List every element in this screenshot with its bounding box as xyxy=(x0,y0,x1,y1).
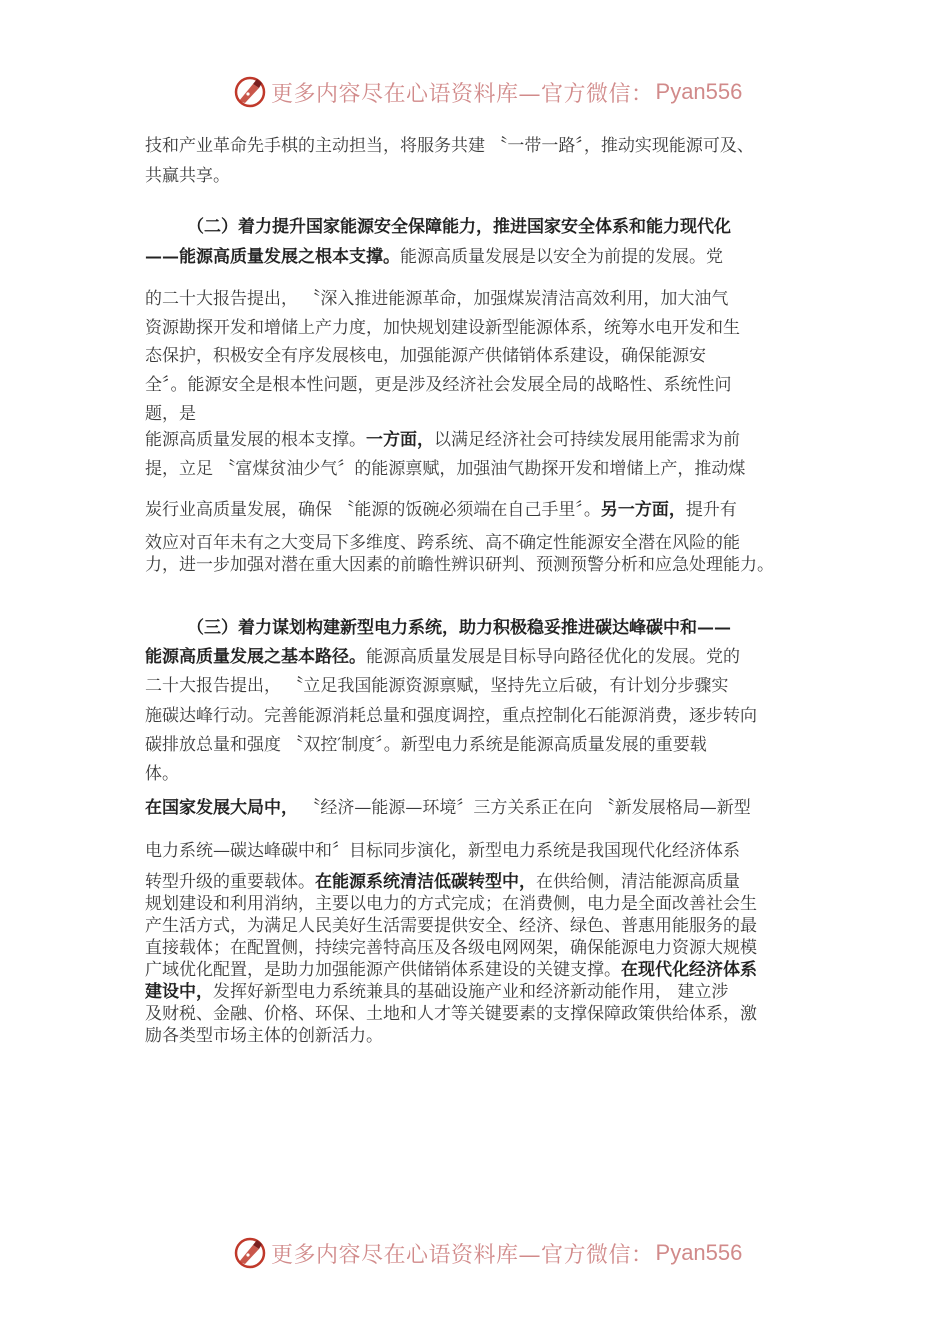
section-heading-2: （二）着力提升国家能源安全保障能力，推进国家安全体系和能力现代化 xyxy=(187,217,731,237)
footer-banner xyxy=(233,1235,742,1271)
header-banner xyxy=(233,74,742,110)
body-line: 广域优化配置，是助力加强能源产供储销体系建设的关键支撑。在现代化经济体系 xyxy=(145,960,757,980)
body-line: 全〞。能源安全是根本性问题，更是涉及经济社会发展全局的战略性、系统性问 xyxy=(145,375,732,395)
body-line: ——能源高质量发展之根本支撑。能源高质量发展是以安全为前提的发展。党 xyxy=(145,247,723,267)
body-line: 及财税、金融、价格、环保、土地和人才等关键要素的支撑保障政策供给体系，激 xyxy=(145,1004,757,1024)
footer-text: 更多内容尽在心语资料库—官方微信： xyxy=(271,1242,654,1268)
body-line: 炭行业高质量发展，确保 〝能源的饭碗必须端在自己手里〞。另一方面，提升有 xyxy=(145,500,737,520)
body-line: 态保护，积极安全有序发展核电，加强能源产供储销体系建设，确保能源安 xyxy=(145,346,706,366)
body-line: 二十大报告提出， 〝立足我国能源资源禀赋，坚持先立后破，有计划分步骤实 xyxy=(145,676,729,696)
body-line: 施碳达峰行动。完善能源消耗总量和强度调控，重点控制化石能源消费，逐步转向 xyxy=(145,706,757,726)
body-line: 的二十大报告提出， 〝深入推进能源革命，加强煤炭清洁高效利用，加大油气 xyxy=(145,289,729,309)
body-line: 体。 xyxy=(145,764,179,784)
body-line: 在国家发展大局中， 〝经济—能源—环境〞三方关系正在向 〝新发展格局—新型 xyxy=(145,798,751,818)
footer-wechat-handle: Pyan556 xyxy=(655,1240,743,1265)
header-wechat-handle: Pyan556 xyxy=(655,79,743,104)
body-line: 励各类型市场主体的创新活力。 xyxy=(145,1026,383,1046)
body-line: 效应对百年未有之大变局下多维度、跨系统、高不确定性能源安全潜在风险的能 xyxy=(145,533,740,553)
pen-nib-logo-icon xyxy=(233,1236,267,1270)
body-line: 碳排放总量和强度 〝双控′制度〞。新型电力系统是能源高质量发展的重要载 xyxy=(145,735,707,755)
pen-nib-logo-icon xyxy=(233,75,267,109)
section-heading-3: （三）着力谋划构建新型电力系统，助力积极稳妥推进碳达峰碳中和—— xyxy=(187,618,731,638)
body-line: 题，是 xyxy=(145,404,196,424)
header-text: 更多内容尽在心语资料库—官方微信： xyxy=(271,81,654,107)
body-line: 能源高质量发展之基本路径。能源高质量发展是目标导向路径优化的发展。党的 xyxy=(145,647,740,667)
body-line: 规划建设和利用消纳，主要以电力的方式完成；在消费侧，电力是全面改善社会生 xyxy=(145,894,757,914)
body-line: 资源勘探开发和增储上产力度，加快规划建设新型能源体系，统筹水电开发和生 xyxy=(145,318,740,338)
body-line: 产生活方式，为满足人民美好生活需要提供安全、经济、绿色、普惠用能服务的最 xyxy=(145,916,757,936)
body-line: 直接载体；在配置侧，持续完善特高压及各级电网网架，确保能源电力资源大规模 xyxy=(145,938,757,958)
body-line: 力，进一步加强对潜在重大因素的前瞻性辨识研判、预测预警分析和应急处理能力。 xyxy=(145,555,774,575)
body-line: 转型升级的重要载体。在能源系统清洁低碳转型中，在供给侧，清洁能源高质量 xyxy=(145,872,740,892)
body-line: 技和产业革命先手棋的主动担当，将服务共建 〝一带一路〞，推动实现能源可及、 xyxy=(145,136,754,156)
body-line: 电力系统—碳达峰碳中和〞目标同步演化，新型电力系统是我国现代化经济体系 xyxy=(145,841,740,861)
body-line: 能源高质量发展的根本支撑。一方面，以满足经济社会可持续发展用能需求为前 xyxy=(145,430,740,450)
body-line: 提，立足 〝富煤贫油少气〞的能源禀赋，加强油气勘探开发和增储上产，推动煤 xyxy=(145,459,746,479)
body-line: 共赢共享。 xyxy=(145,166,230,186)
body-line: 建设中，发挥好新型电力系统兼具的基础设施产业和经济新动能作用， 建立涉 xyxy=(145,982,729,1002)
